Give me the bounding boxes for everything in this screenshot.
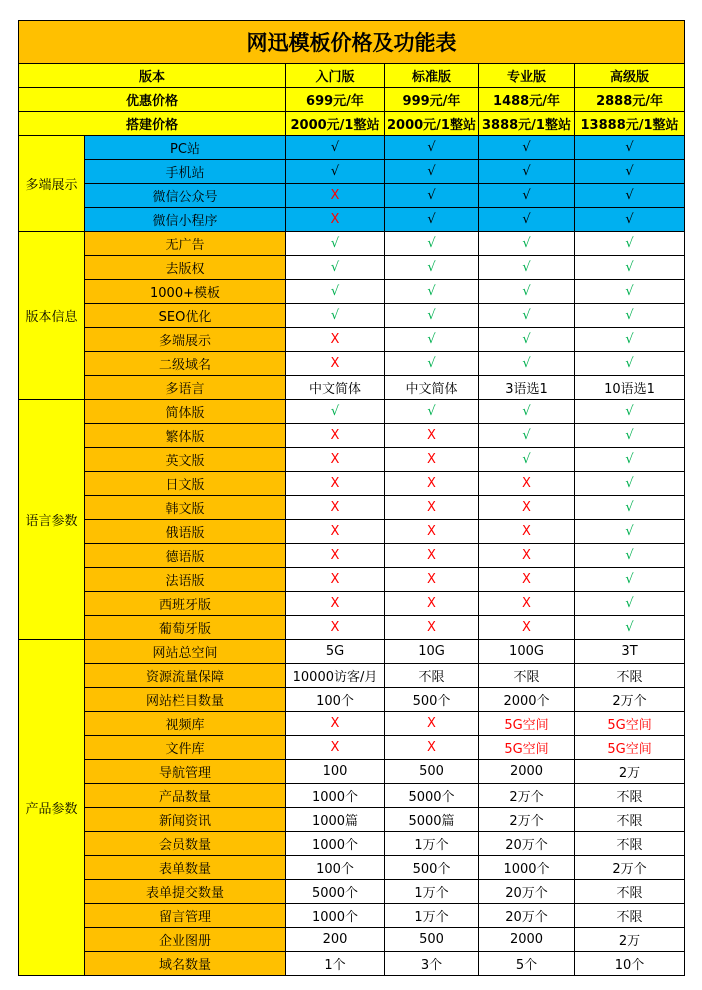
feature-name: 西班牙版	[85, 592, 286, 616]
setup-price-premium: 13888元/1整站	[575, 112, 685, 136]
value-cell-standard: √	[385, 280, 479, 304]
feature-name: 德语版	[85, 544, 286, 568]
feature-name: 俄语版	[85, 520, 286, 544]
value-cell-professional: √	[479, 424, 575, 448]
value-cell-premium: 5G空间	[575, 736, 685, 760]
value-cell-professional: √	[479, 304, 575, 328]
value-cell-premium: 10个	[575, 952, 685, 976]
setup-price-basic: 2000元/1整站	[286, 112, 385, 136]
table-row	[19, 784, 685, 808]
value-cell-premium: √	[575, 304, 685, 328]
value-cell-standard: X	[385, 568, 479, 592]
value-cell-premium: √	[575, 328, 685, 352]
value-cell-premium: √	[575, 568, 685, 592]
feature-name: 产品数量	[85, 784, 286, 808]
feature-name: 新闻资讯	[85, 808, 286, 832]
discount-price-professional: 1488元/年	[479, 88, 575, 112]
value-cell-premium: √	[575, 496, 685, 520]
value-cell-professional: √	[479, 352, 575, 376]
value-cell-professional: 20万个	[479, 832, 575, 856]
value-cell-standard: X	[385, 592, 479, 616]
value-cell-basic: X	[286, 544, 385, 568]
value-cell-standard: √	[385, 352, 479, 376]
value-cell-professional: X	[479, 568, 575, 592]
value-cell-standard: 500	[385, 928, 479, 952]
value-cell-premium: 3T	[575, 640, 685, 664]
table-row	[19, 208, 685, 232]
value-cell-professional: X	[479, 592, 575, 616]
feature-name: 韩文版	[85, 496, 286, 520]
discount-price-row	[19, 88, 685, 112]
value-cell-premium: √	[575, 136, 685, 160]
value-cell-standard: X	[385, 424, 479, 448]
feature-name: 二级域名	[85, 352, 286, 376]
value-cell-basic: √	[286, 304, 385, 328]
value-cell-standard: √	[385, 304, 479, 328]
table-row	[19, 880, 685, 904]
value-cell-premium: 不限	[575, 880, 685, 904]
table-row	[19, 952, 685, 976]
table-row	[19, 712, 685, 736]
value-cell-standard: 中文简体	[385, 376, 479, 400]
feature-name: 葡萄牙版	[85, 616, 286, 640]
value-cell-standard: X	[385, 448, 479, 472]
value-cell-premium: √	[575, 160, 685, 184]
table-row	[19, 280, 685, 304]
table-row	[19, 736, 685, 760]
plan-standard: 标准版	[385, 64, 479, 88]
table-row	[19, 856, 685, 880]
table-row	[19, 256, 685, 280]
value-cell-professional: √	[479, 448, 575, 472]
feature-name: 简体版	[85, 400, 286, 424]
value-cell-standard: 不限	[385, 664, 479, 688]
value-cell-basic: √	[286, 232, 385, 256]
value-cell-professional: √	[479, 160, 575, 184]
value-cell-professional: 5个	[479, 952, 575, 976]
value-cell-standard: 5000个	[385, 784, 479, 808]
feature-name: 无广告	[85, 232, 286, 256]
setup-price-professional: 3888元/1整站	[479, 112, 575, 136]
feature-name: 视频库	[85, 712, 286, 736]
value-cell-professional: 5G空间	[479, 712, 575, 736]
feature-name: 多端展示	[85, 328, 286, 352]
value-cell-premium: √	[575, 592, 685, 616]
value-cell-premium: 不限	[575, 904, 685, 928]
feature-name: 日文版	[85, 472, 286, 496]
feature-name: 留言管理	[85, 904, 286, 928]
value-cell-basic: 10000访客/月	[286, 664, 385, 688]
feature-name: 微信小程序	[85, 208, 286, 232]
value-cell-premium: 不限	[575, 832, 685, 856]
value-cell-standard: √	[385, 256, 479, 280]
plan-professional: 专业版	[479, 64, 575, 88]
feature-name: 英文版	[85, 448, 286, 472]
value-cell-standard: 500个	[385, 856, 479, 880]
feature-name: 企业图册	[85, 928, 286, 952]
value-cell-premium: √	[575, 352, 685, 376]
value-cell-professional: 2000	[479, 928, 575, 952]
value-cell-standard: 500	[385, 760, 479, 784]
value-cell-basic: X	[286, 472, 385, 496]
value-cell-basic: X	[286, 520, 385, 544]
value-cell-basic: 100个	[286, 688, 385, 712]
table-row	[19, 904, 685, 928]
value-cell-premium: √	[575, 544, 685, 568]
value-cell-basic: X	[286, 448, 385, 472]
discount-price-premium: 2888元/年	[575, 88, 685, 112]
title-row	[19, 21, 685, 64]
plan-premium: 高级版	[575, 64, 685, 88]
table-row	[19, 400, 685, 424]
feature-name: 1000+模板	[85, 280, 286, 304]
value-cell-professional: 2万个	[479, 784, 575, 808]
value-cell-professional: √	[479, 400, 575, 424]
value-cell-basic: √	[286, 136, 385, 160]
table-row	[19, 328, 685, 352]
feature-name: 网站栏目数量	[85, 688, 286, 712]
feature-name: 手机站	[85, 160, 286, 184]
value-cell-premium: √	[575, 184, 685, 208]
table-row	[19, 304, 685, 328]
table-row	[19, 232, 685, 256]
feature-name: 微信公众号	[85, 184, 286, 208]
value-cell-professional: 20万个	[479, 880, 575, 904]
pricing-sheet	[18, 20, 684, 976]
value-cell-professional: X	[479, 496, 575, 520]
value-cell-basic: √	[286, 256, 385, 280]
value-cell-basic: X	[286, 424, 385, 448]
value-cell-basic: 5000个	[286, 880, 385, 904]
value-cell-basic: 100个	[286, 856, 385, 880]
group-label: 版本信息	[19, 232, 85, 400]
table-row	[19, 448, 685, 472]
value-cell-professional: 2000个	[479, 688, 575, 712]
value-cell-professional: √	[479, 232, 575, 256]
table-row	[19, 352, 685, 376]
table-row	[19, 568, 685, 592]
feature-name: 多语言	[85, 376, 286, 400]
value-cell-premium: √	[575, 520, 685, 544]
value-cell-standard: 1万个	[385, 880, 479, 904]
value-cell-standard: 3个	[385, 952, 479, 976]
value-cell-premium: √	[575, 208, 685, 232]
value-cell-basic: √	[286, 400, 385, 424]
value-cell-basic: 200	[286, 928, 385, 952]
feature-name: SEO优化	[85, 304, 286, 328]
value-cell-premium: √	[575, 232, 685, 256]
feature-name: 域名数量	[85, 952, 286, 976]
value-cell-standard: X	[385, 712, 479, 736]
value-cell-premium: 5G空间	[575, 712, 685, 736]
table-row	[19, 808, 685, 832]
setup-price-standard: 2000元/1整站	[385, 112, 479, 136]
table-row	[19, 544, 685, 568]
table-row	[19, 472, 685, 496]
value-cell-basic: X	[286, 352, 385, 376]
feature-name: 文件库	[85, 736, 286, 760]
feature-name: 会员数量	[85, 832, 286, 856]
value-cell-professional: X	[479, 544, 575, 568]
table-row	[19, 136, 685, 160]
feature-name: 导航管理	[85, 760, 286, 784]
value-cell-standard: √	[385, 208, 479, 232]
feature-name: 表单提交数量	[85, 880, 286, 904]
setup-label: 搭建价格	[19, 112, 286, 136]
value-cell-basic: 1000个	[286, 832, 385, 856]
value-cell-premium: 不限	[575, 664, 685, 688]
value-cell-standard: √	[385, 328, 479, 352]
value-cell-standard: X	[385, 616, 479, 640]
table-row	[19, 520, 685, 544]
value-cell-premium: √	[575, 280, 685, 304]
value-cell-premium: 10语选1	[575, 376, 685, 400]
value-cell-standard: 1万个	[385, 832, 479, 856]
value-cell-professional: 1000个	[479, 856, 575, 880]
value-cell-professional: 2000	[479, 760, 575, 784]
value-cell-premium: √	[575, 256, 685, 280]
table-row	[19, 184, 685, 208]
table-row	[19, 160, 685, 184]
value-cell-professional: 100G	[479, 640, 575, 664]
value-cell-premium: 2万个	[575, 856, 685, 880]
value-cell-basic: 1000个	[286, 904, 385, 928]
value-cell-professional: 不限	[479, 664, 575, 688]
value-cell-basic: √	[286, 160, 385, 184]
value-cell-professional: X	[479, 616, 575, 640]
value-cell-standard: √	[385, 232, 479, 256]
value-cell-standard: 5000篇	[385, 808, 479, 832]
value-cell-standard: √	[385, 160, 479, 184]
page-title: 网迅模板价格及功能表	[19, 21, 685, 64]
value-cell-professional: X	[479, 472, 575, 496]
value-cell-standard: 500个	[385, 688, 479, 712]
value-cell-professional: √	[479, 280, 575, 304]
value-cell-basic: 中文简体	[286, 376, 385, 400]
value-cell-premium: √	[575, 472, 685, 496]
value-cell-standard: X	[385, 472, 479, 496]
table-row	[19, 424, 685, 448]
value-cell-premium: 2万个	[575, 688, 685, 712]
table-row	[19, 688, 685, 712]
table-row	[19, 664, 685, 688]
feature-name: 网站总空间	[85, 640, 286, 664]
table-row	[19, 832, 685, 856]
value-cell-standard: X	[385, 520, 479, 544]
plan-header-row	[19, 64, 685, 88]
value-cell-professional: 2万个	[479, 808, 575, 832]
table-row	[19, 640, 685, 664]
value-cell-basic: X	[286, 328, 385, 352]
group-label: 语言参数	[19, 400, 85, 640]
value-cell-professional: √	[479, 136, 575, 160]
value-cell-basic: X	[286, 568, 385, 592]
value-cell-professional: √	[479, 256, 575, 280]
discount-label: 优惠价格	[19, 88, 286, 112]
setup-price-row	[19, 112, 685, 136]
value-cell-professional: √	[479, 184, 575, 208]
feature-name: PC站	[85, 136, 286, 160]
table-row	[19, 592, 685, 616]
value-cell-premium: √	[575, 400, 685, 424]
value-cell-premium: √	[575, 424, 685, 448]
value-cell-basic: 5G	[286, 640, 385, 664]
feature-name: 表单数量	[85, 856, 286, 880]
value-cell-standard: X	[385, 736, 479, 760]
value-cell-standard: √	[385, 184, 479, 208]
value-cell-professional: √	[479, 328, 575, 352]
version-label: 版本	[19, 64, 286, 88]
value-cell-standard: X	[385, 496, 479, 520]
value-cell-premium: √	[575, 448, 685, 472]
value-cell-basic: 1个	[286, 952, 385, 976]
group-label: 产品参数	[19, 640, 85, 976]
table-row	[19, 760, 685, 784]
value-cell-premium: √	[575, 616, 685, 640]
discount-price-basic: 699元/年	[286, 88, 385, 112]
value-cell-standard: √	[385, 400, 479, 424]
value-cell-professional: 3语选1	[479, 376, 575, 400]
value-cell-basic: X	[286, 736, 385, 760]
value-cell-standard: X	[385, 544, 479, 568]
value-cell-professional: X	[479, 520, 575, 544]
feature-name: 资源流量保障	[85, 664, 286, 688]
value-cell-standard: 1万个	[385, 904, 479, 928]
value-cell-basic: X	[286, 496, 385, 520]
value-cell-premium: 2万	[575, 760, 685, 784]
table-row	[19, 376, 685, 400]
discount-price-standard: 999元/年	[385, 88, 479, 112]
value-cell-basic: 100	[286, 760, 385, 784]
value-cell-basic: X	[286, 616, 385, 640]
value-cell-standard: 10G	[385, 640, 479, 664]
value-cell-professional: √	[479, 208, 575, 232]
table-row	[19, 928, 685, 952]
value-cell-standard: √	[385, 136, 479, 160]
value-cell-basic: X	[286, 712, 385, 736]
value-cell-basic: 1000个	[286, 784, 385, 808]
value-cell-basic: X	[286, 208, 385, 232]
feature-name: 繁体版	[85, 424, 286, 448]
value-cell-professional: 20万个	[479, 904, 575, 928]
value-cell-premium: 2万	[575, 928, 685, 952]
value-cell-basic: √	[286, 280, 385, 304]
value-cell-premium: 不限	[575, 808, 685, 832]
table-row	[19, 616, 685, 640]
plan-basic: 入门版	[286, 64, 385, 88]
feature-name: 法语版	[85, 568, 286, 592]
value-cell-basic: 1000篇	[286, 808, 385, 832]
value-cell-professional: 5G空间	[479, 736, 575, 760]
value-cell-premium: 不限	[575, 784, 685, 808]
value-cell-basic: X	[286, 184, 385, 208]
table-row	[19, 496, 685, 520]
group-label: 多端展示	[19, 136, 85, 232]
pricing-table	[18, 20, 685, 976]
feature-name: 去版权	[85, 256, 286, 280]
value-cell-basic: X	[286, 592, 385, 616]
